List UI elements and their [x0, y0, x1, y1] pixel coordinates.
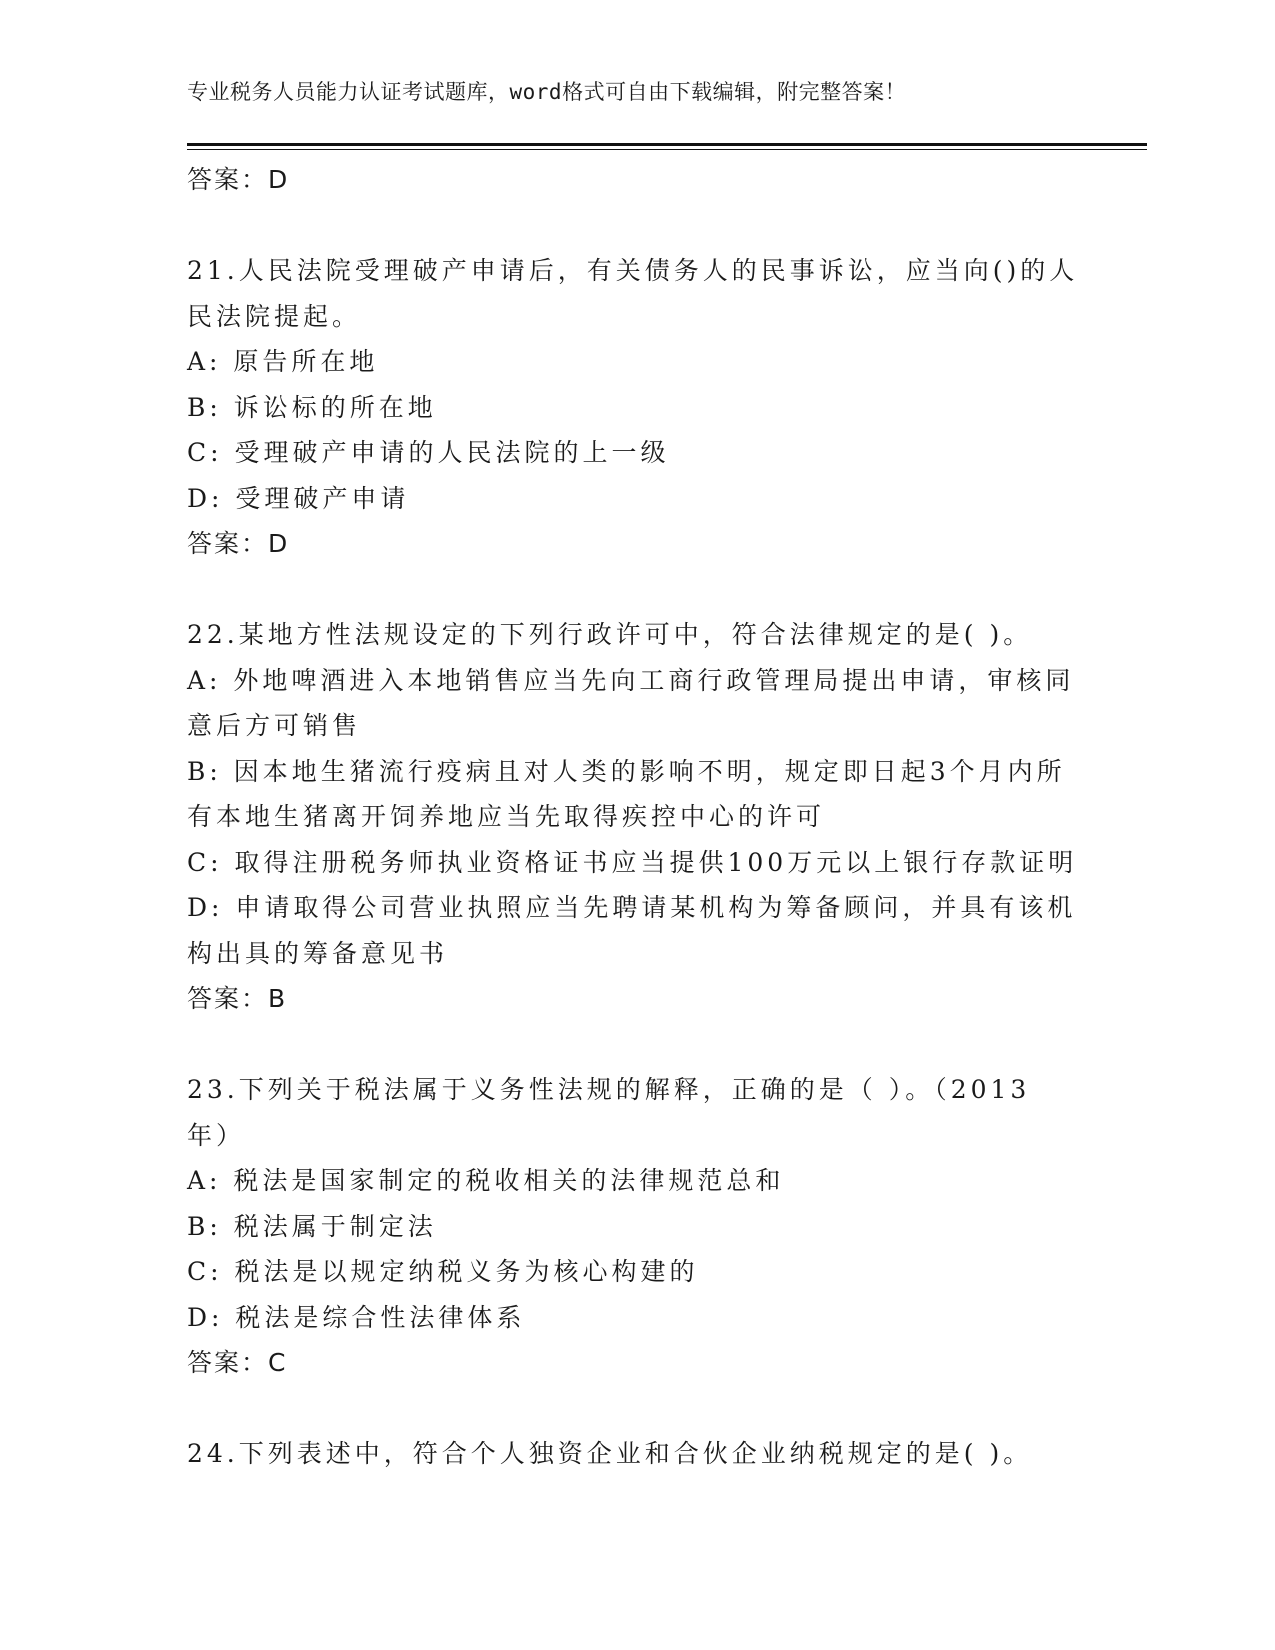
- question-list: [187, 157, 1079, 1477]
- answer-line: 答案：D: [187, 165, 290, 194]
- option-line: C: 取得注册税务师执业资格证书应当提供100万元以上银行存款证明: [187, 847, 1078, 877]
- answer-line: 答案：B: [187, 984, 288, 1013]
- blank-gap: [187, 1022, 1072, 1068]
- option-line: D: 税法是综合性法律体系: [187, 1302, 526, 1332]
- option-line: C: 受理破产申请的人民法院的上一级: [187, 438, 670, 467]
- question-stem-line: 年）: [187, 1120, 246, 1150]
- question-stem-line: 23.下列关于税法属于义务性法规的解释，正确的是（ ）。（2013: [187, 1075, 1031, 1104]
- question-block: [187, 612, 1078, 1022]
- option-line: 有本地生猪离开饲养地应当先取得疾控中心的许可: [187, 802, 826, 831]
- page-header: 专业税务人员能力认证考试题库，word格式可自由下载编辑，附完整答案！: [187, 80, 907, 104]
- answer-line: 答案：C: [187, 1348, 288, 1377]
- header-rule-thin: [187, 149, 1147, 150]
- option-line: B: 诉讼标的所在地: [187, 392, 437, 422]
- question-block: [187, 1431, 1072, 1477]
- option-line: B: 税法属于制定法: [187, 1211, 437, 1241]
- option-line: D: 受理破产申请: [187, 483, 410, 513]
- option-line: 意后方可销售: [187, 711, 362, 740]
- question-stem-line: 民法院提起。: [187, 301, 362, 331]
- blank-gap: [187, 1386, 1072, 1432]
- option-line: C: 税法是以规定纳税义务为核心构建的: [187, 1257, 699, 1286]
- option-line: A: 税法是国家制定的税收相关的法律规范总和: [187, 1166, 785, 1195]
- blank-gap: [187, 567, 1072, 613]
- header-rule-thick: [187, 143, 1147, 146]
- blank-gap: [187, 203, 1072, 249]
- question-block: [187, 248, 1079, 567]
- option-line: D: 申请取得公司营业执照应当先聘请某机构为筹备顾问，并具有该机: [187, 893, 1077, 922]
- question-block: [187, 1067, 1072, 1386]
- question-stem-line: 22.某地方性法规设定的下列行政许可中，符合法律规定的是( )。: [187, 620, 1033, 649]
- question-stem-line: 24.下列表述中，符合个人独资企业和合伙企业纳税规定的是( )。: [187, 1439, 1033, 1468]
- option-line: A: 外地啤酒进入本地销售应当先向工商行政管理局提出申请，审核同: [187, 665, 1075, 695]
- option-line: B: 因本地生猪流行疫病且对人类的影响不明，规定即日起3个月内所: [187, 756, 1066, 786]
- answer-line: 答案：D: [187, 529, 290, 558]
- question-stem-line: 21.人民法院受理破产申请后，有关债务人的民事诉讼，应当向()的人: [187, 256, 1079, 285]
- option-line: A: 原告所在地: [187, 347, 379, 376]
- option-line: 构出具的筹备意见书: [187, 938, 449, 968]
